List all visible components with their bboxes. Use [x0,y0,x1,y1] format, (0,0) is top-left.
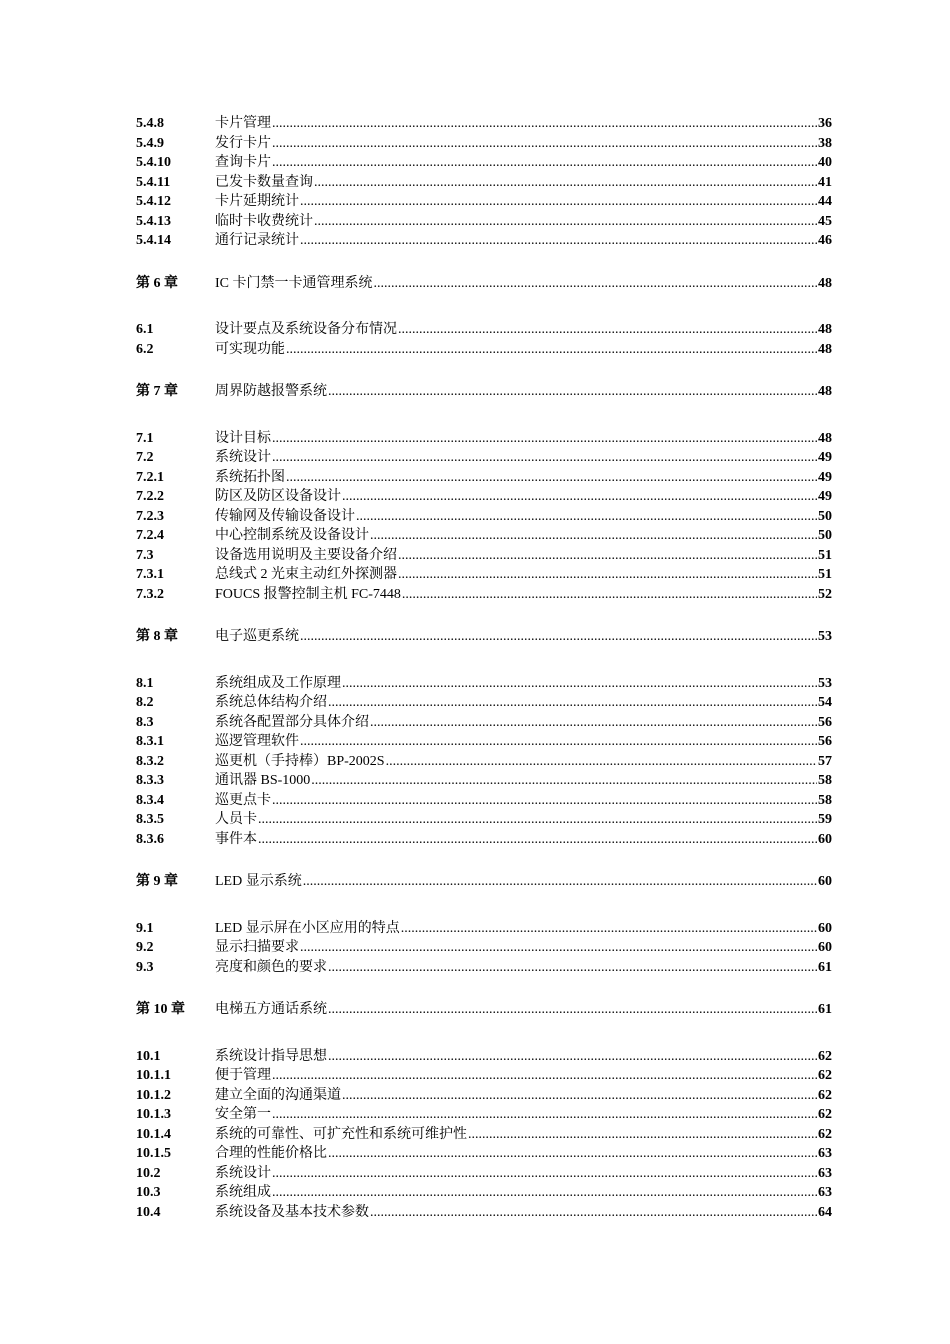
toc-entry-title: 卡片延期统计 [215,194,299,209]
toc-entry-number: 7.3.2 [136,586,164,602]
dot-leader [370,713,817,733]
dot-leader [386,752,817,772]
section-gap [136,604,832,627]
toc-entry-page: 48 [818,341,832,357]
toc-entry-title: 人员卡 [215,812,257,827]
toc-entry-number: 9.2 [136,940,154,955]
toc-entry[interactable] [136,1183,832,1203]
toc-entry-title: 周界防越报警系统 [215,384,327,399]
toc-entry-title: 通行记录统计 [215,233,299,248]
toc-entry-page: 60 [818,920,832,936]
toc-entry-page: 44 [818,194,832,209]
toc-entry[interactable] [136,192,832,212]
toc-chapter-entry[interactable] [136,274,832,294]
toc-entry-page: 62 [818,1087,832,1103]
toc-chapter-entry[interactable] [136,382,832,402]
section-gap [136,293,832,320]
toc-entry-number: 8.3.3 [136,773,164,788]
dot-leader [300,231,817,251]
toc-entry-page: 38 [818,135,832,151]
toc-entry-title: LED 显示屏在小区应用的特点 [215,920,400,936]
toc-entry-number: 8.3.4 [136,792,164,808]
toc-entry[interactable] [136,212,832,232]
toc-chapter-entry[interactable] [136,627,832,647]
toc-entry-page: 48 [818,430,832,446]
toc-entry-title: 系统组成及工作原理 [215,675,341,691]
toc-entry-page: 46 [818,233,832,248]
toc-entry-page: 56 [818,734,832,749]
dot-leader [311,771,817,791]
dot-leader [300,627,817,647]
section-gap [136,402,832,429]
toc-entry-title: FOUCS 报警控制主机 FC-7448 [215,586,401,602]
toc-entry-title: 巡逻管理软件 [215,734,299,749]
dot-leader [300,732,817,752]
toc-entry-number: 10.2 [136,1165,161,1181]
toc-entry-number: 10.4 [136,1204,161,1220]
toc-entry-title: 设备选用说明及主要设备介绍 [215,547,397,563]
dot-leader [370,1203,817,1223]
dot-leader [272,1183,817,1203]
toc-entry-page: 48 [818,275,832,291]
toc-entry-page: 48 [818,384,832,399]
toc-entry-title: 巡更机（手持棒）BP-2002S [215,753,385,769]
toc-entry-number: 10.1.5 [136,1146,171,1161]
toc-entry-number: 第 7 章 [136,384,178,399]
dot-leader [272,1105,817,1125]
dot-leader [374,274,818,294]
toc-entry-page: 59 [818,812,832,827]
toc-entry[interactable] [136,134,832,154]
section-gap [136,359,832,382]
toc-entry-title: 通讯器 BS-1000 [215,773,311,788]
toc-entry-page: 45 [818,213,832,229]
toc-entry-number: 5.4.8 [136,116,164,131]
toc-entry-number: 10.1 [136,1048,161,1064]
toc-entry-title: 临时卡收费统计 [215,213,313,229]
toc-entry[interactable] [136,114,832,134]
toc-entry-title: 发行卡片 [215,135,271,151]
toc-entry-page: 49 [818,469,832,485]
toc-entry-number: 5.4.14 [136,233,171,248]
toc-entry[interactable] [136,919,832,939]
toc-entry[interactable] [136,713,832,733]
toc-entry-number: 7.2.4 [136,528,164,543]
dot-leader [286,468,817,488]
toc-entry-title: 系统组成 [215,1185,271,1200]
dot-leader [272,429,817,449]
toc-entry-number: 7.2.1 [136,469,164,485]
dot-leader [300,192,817,212]
toc-entry-number: 第 9 章 [136,874,178,889]
toc-entry-page: 50 [818,528,832,543]
toc-entry[interactable] [136,487,832,507]
toc-entry-page: 63 [818,1185,832,1200]
toc-entry-title: 系统的可靠性、可扩充性和系统可维护性 [215,1126,467,1142]
toc-entry-number: 8.1 [136,675,154,691]
toc-entry-number: 10.3 [136,1185,161,1200]
toc-entry-page: 60 [818,940,832,955]
dot-leader [314,212,817,232]
toc-entry-title: 电子巡更系统 [215,629,299,644]
toc-entry-page: 58 [818,792,832,808]
dot-leader [258,830,817,850]
toc-entry-title: 传输网及传输设备设计 [215,508,355,524]
toc-entry-number: 5.4.13 [136,213,171,229]
toc-entry-number: 10.1.1 [136,1068,171,1083]
section-gap [136,647,832,674]
toc-entry-title: 显示扫描要求 [215,940,299,955]
toc-entry-number: 第 10 章 [136,1002,185,1017]
toc-entry-number: 7.3 [136,547,154,563]
toc-entry[interactable] [136,320,832,340]
toc-entry-page: 62 [818,1068,832,1083]
dot-leader [286,340,817,360]
toc-entry-number: 9.3 [136,959,154,975]
toc-entry-number: 8.3.2 [136,753,164,769]
toc-entry-title: 系统设计指导思想 [215,1048,327,1064]
toc-entry-page: 40 [818,155,832,170]
toc-entry[interactable] [136,958,832,978]
toc-entry-number: 7.2.3 [136,508,164,524]
toc-entry-number: 10.1.3 [136,1107,171,1122]
toc-entry-title: 总线式 2 光束主动红外探测器 [215,567,397,582]
toc-entry-page: 63 [818,1165,832,1181]
section-gap [136,977,832,1000]
toc-entry[interactable] [136,507,832,527]
toc-entry-number: 7.2 [136,450,154,465]
toc-entry-number: 第 8 章 [136,629,178,644]
toc-entry-page: 50 [818,508,832,524]
toc-entry[interactable] [136,732,832,752]
dot-leader [402,585,817,605]
dot-leader [328,958,817,978]
toc-entry-number: 9.1 [136,920,154,936]
toc-entry[interactable] [136,429,832,449]
dot-leader [272,134,817,154]
toc-entry-title: 系统各配置部分具体介绍 [215,714,369,730]
dot-leader [398,565,817,585]
toc-entry-page: 48 [818,322,832,337]
toc-entry-page: 60 [818,874,832,889]
toc-entry-page: 54 [818,695,832,710]
toc-entry-number: 6.2 [136,341,154,357]
toc-entry[interactable] [136,1125,832,1145]
toc-entry-number: 5.4.11 [136,174,171,190]
toc-entry-number: 8.3.6 [136,831,164,847]
dot-leader [398,546,817,566]
toc-entry[interactable] [136,340,832,360]
toc-entry-title: 建立全面的沟通渠道 [215,1087,341,1103]
toc-entry-title: 系统设计 [215,450,271,465]
toc-entry-page: 62 [818,1107,832,1122]
toc-entry-page: 49 [818,450,832,465]
toc-entry-page: 60 [818,831,832,847]
toc-entry-number: 8.3 [136,714,154,730]
toc-entry[interactable] [136,585,832,605]
toc-entry[interactable] [136,468,832,488]
section-gap [136,251,832,274]
toc-entry[interactable] [136,1144,832,1164]
toc-entry-page: 58 [818,773,832,788]
toc-entry-number: 7.1 [136,430,154,446]
toc-entry-number: 8.3.5 [136,812,164,827]
toc-entry-title: 系统拓扑图 [215,469,285,485]
toc-entry-number: 8.2 [136,695,154,710]
toc-entry-page: 64 [818,1204,832,1220]
toc-chapter-entry[interactable] [136,1000,832,1020]
dot-leader [401,919,817,939]
toc-entry-page: 56 [818,714,832,730]
dot-leader [356,507,817,527]
toc-entry-page: 57 [818,753,832,769]
toc-entry-page: 61 [818,1002,832,1017]
toc-entry-number: 5.4.9 [136,135,164,151]
toc-entry[interactable] [136,938,832,958]
dot-leader [272,1164,817,1184]
toc-entry-title: 已发卡数量查询 [215,174,313,190]
dot-leader [272,1066,817,1086]
toc-entry[interactable] [136,173,832,193]
dot-leader [342,487,817,507]
toc-entry[interactable] [136,693,832,713]
toc-entry-page: 36 [818,116,832,131]
toc-entry-number: 5.4.12 [136,194,171,209]
toc-entry-page: 51 [818,547,832,563]
toc-entry-page: 49 [818,489,832,504]
toc-entry[interactable] [136,1164,832,1184]
dot-leader [370,526,817,546]
toc-entry-number: 7.2.2 [136,489,164,504]
toc-entry-title: 合理的性能价格比 [215,1146,327,1161]
toc-entry-title: 防区及防区设备设计 [215,489,341,504]
toc-entry-page: 53 [818,675,832,691]
section-gap [136,1020,832,1047]
dot-leader [272,448,817,468]
toc-entry-page: 41 [818,174,832,190]
toc-entry-page: 53 [818,629,832,644]
toc-entry-number: 7.3.1 [136,567,164,582]
toc-entry-number: 10.1.4 [136,1126,171,1142]
toc-entry[interactable] [136,810,832,830]
table-of-contents [136,114,832,1222]
toc-entry-title: IC 卡门禁一卡通管理系统 [215,275,373,291]
toc-entry[interactable] [136,153,832,173]
toc-entry[interactable] [136,1105,832,1125]
dot-leader [398,320,817,340]
section-gap [136,849,832,872]
section-gap [136,892,832,919]
toc-entry-title: 系统总体结构介绍 [215,695,327,710]
dot-leader [303,872,817,892]
toc-entry-title: 巡更点卡 [215,792,271,808]
toc-entry-page: 63 [818,1146,832,1161]
toc-entry-page: 61 [818,959,832,975]
toc-entry[interactable] [136,674,832,694]
dot-leader [328,1000,817,1020]
dot-leader [342,1086,817,1106]
toc-entry-title: 事件本 [215,831,257,847]
toc-entry-number: 6.1 [136,322,154,337]
toc-entry[interactable] [136,1047,832,1067]
dot-leader [314,173,817,193]
toc-entry-title: 系统设计 [215,1165,271,1181]
dot-leader [468,1125,817,1145]
toc-entry[interactable] [136,771,832,791]
toc-entry-title: 便于管理 [215,1068,271,1083]
toc-entry[interactable] [136,231,832,251]
toc-entry-number: 第 6 章 [136,275,178,291]
toc-entry-page: 52 [818,586,832,602]
toc-entry[interactable] [136,1203,832,1223]
toc-entry-number: 5.4.10 [136,155,171,170]
toc-entry-title: 亮度和颜色的要求 [215,959,327,975]
dot-leader [328,382,817,402]
toc-entry-title: 设计要点及系统设备分布情况 [215,322,397,337]
toc-entry[interactable] [136,1086,832,1106]
toc-entry[interactable] [136,565,832,585]
toc-entry-title: 安全第一 [215,1107,271,1122]
toc-entry-title: 设计目标 [215,430,271,446]
dot-leader [272,791,817,811]
dot-leader [300,938,817,958]
dot-leader [342,674,817,694]
dot-leader [258,810,817,830]
toc-entry-title: LED 显示系统 [215,874,302,889]
dot-leader [328,1144,817,1164]
toc-entry[interactable] [136,752,832,772]
toc-entry-title: 卡片管理 [215,116,271,131]
toc-entry-title: 电梯五方通话系统 [215,1002,327,1017]
toc-entry[interactable] [136,830,832,850]
toc-entry-title: 中心控制系统及设备设计 [215,528,369,543]
toc-entry-title: 系统设备及基本技术参数 [215,1204,369,1220]
toc-entry-title: 查询卡片 [215,155,271,170]
dot-leader [272,114,817,134]
toc-chapter-entry[interactable] [136,872,832,892]
dot-leader [328,1047,817,1067]
dot-leader [328,693,817,713]
toc-entry-page: 51 [818,567,832,582]
toc-entry-title: 可实现功能 [215,341,285,357]
toc-entry-number: 8.3.1 [136,734,164,749]
toc-entry[interactable] [136,526,832,546]
toc-entry-page: 62 [818,1126,832,1142]
toc-entry-number: 10.1.2 [136,1087,171,1103]
toc-entry[interactable] [136,791,832,811]
toc-entry[interactable] [136,1066,832,1086]
toc-entry[interactable] [136,448,832,468]
dot-leader [272,153,817,173]
toc-entry[interactable] [136,546,832,566]
toc-entry-page: 62 [818,1048,832,1064]
